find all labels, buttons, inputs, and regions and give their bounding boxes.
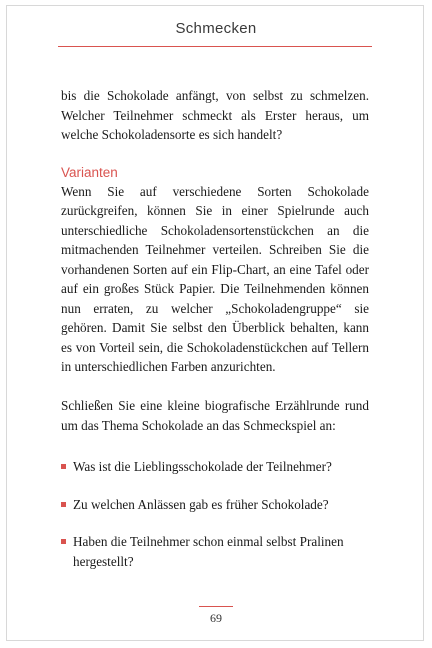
running-head-title: Schmecken xyxy=(175,20,257,37)
list-item xyxy=(61,495,369,515)
list-item xyxy=(61,532,369,571)
paragraph-gap xyxy=(61,377,369,397)
footer-rule xyxy=(199,606,233,607)
list-item-text: Zu welchen Anlässen gab es früher Schokolade? xyxy=(73,496,329,512)
square-bullet-icon xyxy=(61,464,66,469)
main-content xyxy=(61,86,369,589)
page-number: 69 xyxy=(210,611,222,625)
list-item-text: Haben die Teilnehmer schon einmal selbst Pralinen hergestellt? xyxy=(73,534,344,569)
header-rule xyxy=(58,46,372,47)
list-item-text: Was ist die Lieblingsschokolade der Teilnehmer? xyxy=(73,459,332,474)
square-bullet-icon xyxy=(61,539,66,544)
square-bullet-icon xyxy=(61,502,66,507)
section-heading-varianten: Varianten xyxy=(61,164,118,180)
question-list xyxy=(61,457,369,571)
closing-paragraph: Schließen Sie eine kleine biografische Erzählrunde rund um das Thema Schokolade an das Schmeckspiel an: xyxy=(61,398,369,433)
list-item xyxy=(61,457,369,477)
intro-paragraph: bis die Schokolade anfängt, von selbst zu schmelzen. Welcher Teilnehmer schmeckt als Erster heraus, um welche Schokoladensorte es sich handelt? xyxy=(61,88,369,142)
variants-paragraph: Wenn Sie auf verschiedene Sorten Schokolade zurückgreifen, können Sie in einer Spielrunde auch unterschiedliche Schokoladensortenstückchen an die mitmachenden Teilnehmer verteilen. Schreiben Sie die vorhandenen Sorten auf ein Flip-Chart, an eine Tafel oder auf ein großes Stück Papier. Die Teilnehmenden können nun erraten, zu welcher „Schokoladengruppe“ sie gehören. Damit Sie selbst den Überblick behalten, kann es von Vorteil sein, die Schokoladenstückchen auf Tellern in unterschiedlichen Farben anzurichten. xyxy=(61,183,369,374)
